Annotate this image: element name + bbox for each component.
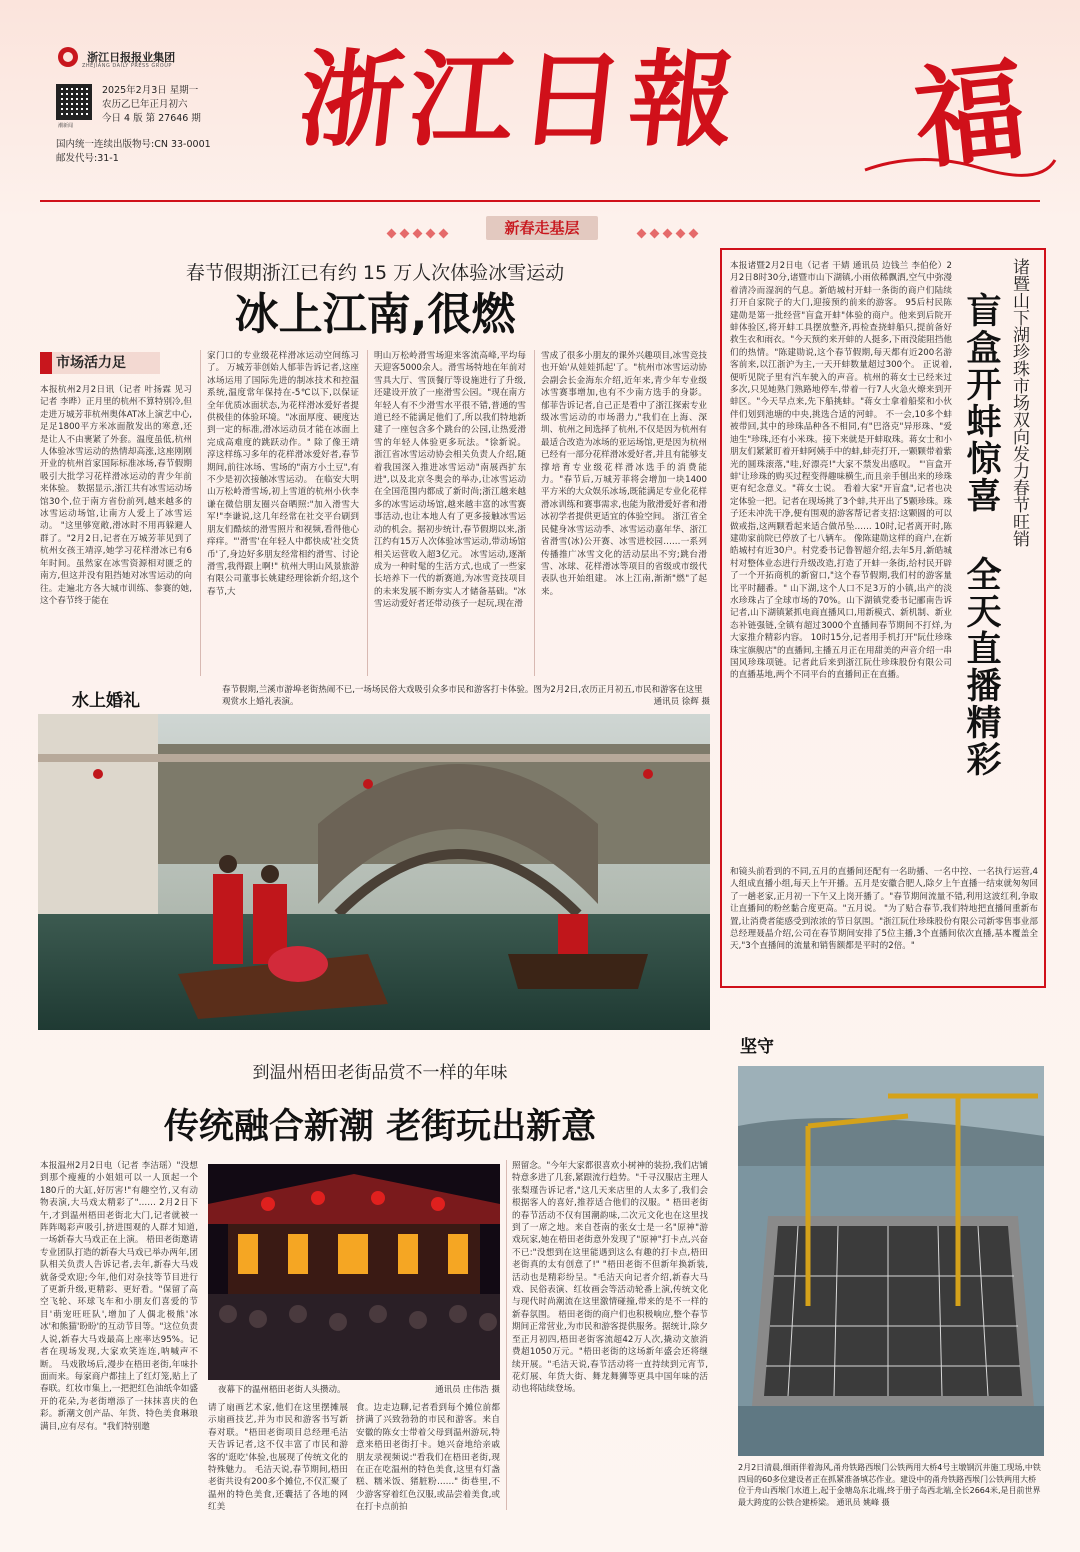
jianshou-credit: 通讯员 姚峰 摄	[836, 1497, 890, 1507]
oldstreet-kicker: 到温州梧田老街品赏不一样的年味	[252, 1063, 508, 1083]
group-name-en: ZHEJIANG DAILY PRESS GROUP	[82, 63, 172, 69]
column-rule	[200, 350, 201, 676]
column-rule	[506, 1160, 507, 1510]
jianshou-label: 坚守	[740, 1037, 774, 1057]
oldstreet-column-2a: 请了扇画艺术家,他们在这里摆摊展示扇画技艺,并为市民和游客书写新春对联。"梧田老街项目总经理毛洁天告诉记者,这不仅丰富了市民和游客的'逛吃'体验,也展现了传统文化的特殊魅力。 毛洁天说,春节期间,梧田老街共设有200多个摊位,不仅汇聚了温州的特色美食,还囊括了各地的网红美	[208, 1403, 348, 1512]
issue-info	[102, 84, 201, 126]
night-photo-caption	[218, 1384, 500, 1396]
fu-decoration-icon	[860, 150, 1060, 180]
group-logo	[58, 46, 228, 72]
water-wedding-photo	[38, 714, 710, 1030]
wedding-caption	[222, 684, 710, 708]
night-street-photo	[208, 1164, 500, 1380]
lead-column-4: 雪成了很多小朋友的课外兴趣项目,冰雪竞技也开始'从娃娃抓起'了。"杭州市冰雪运动协会副会长金海东介绍,近年来,青少年专业级冰雪赛事增加,也有不少南方选手的身影。 郁菲告诉记者,自己正是看中了浙江探索专业级冰雪运动的市场潜力,"我们在上海、深圳、杭州之间选择了杭州,不仅是因为杭州有最适合改造为冰场的亚运场馆,更是因为杭州已经有一部分花样滑冰爱好者,并且有能够支撑培育专业级花样滑冰选手的消费能力。"春节后,万城芳菲将会增加一块1400平方米的大众娱乐冰场,既能满足专业化花样滑冰训练和赛事需求,也能为散滑爱好者和滑冰初学者提供更适宜的体验空间。 浙江省全民健身冰雪运动季、冰雪运动嘉年华、浙江省滑雪(冰)公开赛、冰雪进校园……一系列传播推广冰雪文化的活动层出不穷;跳台滑雪、冰球、花样滑冰等项目的省级或市级代表队也开始组建。 冰上江南,渐渐"燃"了起来。	[541, 351, 707, 597]
masthead-title: 浙江日報	[293, 38, 747, 161]
lead-column-2: 家门口的专业级花样滑冰运动空间练习了。 万城芳菲创始人郁菲告诉记者,这座冰场运用了国际先进的制冰技术和控温系统,温度常年保持在-5℃以下,以保证全年优质冰面状态,为花样滑冰爱好者提供极佳的体验环境。"冰面厚度、硬度达到一定的标准,滑冰运动员才能在冰面上完成高难度的跳跃动作。" 除了像王靖淳这样练习多年的花样滑冰爱好者,春节期间,前往冰场、雪场的"南方小土豆",有不少是初次接触冰雪运动。 在临安大明山万松岭滑雪场,初上雪道的杭州小伙李谦在微信朋友圈兴奋晒照:"加入滑雪大军!"李谦说,这几年经常在社交平台刷到朋友们酷炫的滑雪照片和视频,看得他心痒痒。"'滑雪'在年轻人中都快成'社交货币'了,身边好多朋友经常相约滑雪、讨论滑雪,我得跟上啊!" 杭州大明山风景旅游有限公司董事长姚建经理徐新介绍,这个春节,大	[207, 351, 359, 597]
pearl-story-tail: 和镜头前看到的不同,五月的直播间还配有一名助播、一名中控、一名执行运营,4人组成直播小组,每天上午开播。五月是安徽合肥人,除夕上午直播一结束就匆匆回了一趟老家,正月初一下午又上岗开播了。"春节期间流量不错,利用这波红利,争取让直播间的粉丝黏合度更高。"五月说。 "为了贴合春节,我们特地把直播间重新布置,让消费者能感受到浓浓的节日氛围。"浙江阮仕珍珠股份有限公司新零售事业部总经理聂晶介绍,公司在春节期间安排了5位主播,3个直播间依次直播,基本覆盖全天,"3个直播间的流量和销售额都是平时的2倍。"	[730, 867, 1038, 952]
fu-character: 福	[908, 44, 1032, 185]
registration-info	[56, 138, 211, 166]
wedding-caption-text: 春节假期,兰溪市游埠老街热闹不已,一场场民俗大戏吸引众多市民和游客打卡体验。图为2月2日,农历正月初五,市民和游客在这里观赏水上婚礼表演。	[222, 685, 703, 707]
issue-lunar: 农历乙巳年正月初六	[102, 99, 188, 110]
qr-code-icon	[56, 84, 92, 120]
pearl-headline: 盲盒开蚌惊喜 全天直播精彩	[961, 292, 1001, 778]
lead-column-1: 本报杭州2月2日讯（记者 叶扬霖 见习记者 李晔）正月里的杭州不算特别冷,但走进万城芳菲杭州奥体AT冰上演艺中心,足足1800平方米冰面散发出的寒意,还是让人不由裹紧了外套。温度虽低,杭州人体验冰雪运动的热情却高涨,这座刚刚开业的杭州首家国际标准冰场,春节假期吸引大批学习花样滑冰运动的青少年前来体验。 数据显示,浙江共有冰雪运动场馆30个,位于南方省份前列,越来越多的冰雪运动场馆,让南方人爱上了冰雪运动。 "这里够宽敞,滑冰时不用再躲避人群了。"2月2日,记者在万城芳菲见到了杭州女孩王靖淳,她学习花样滑冰已有6年时间。虽然家在冰雪资源相对匮乏的南方,但这并没有阻挡她对冰雪运动的向往。走遍北方各大城市训练、参赛的她,这个春节终于能在	[40, 385, 192, 606]
jianshou-caption	[738, 1462, 1044, 1508]
lead-kicker: 春节假期浙江已有约 15 万人次体验冰雪运动	[185, 262, 565, 284]
qr-caption: 潮新闻	[58, 123, 74, 129]
group-name: 浙江日报报业集团	[87, 50, 176, 64]
postal-code: 邮发代号:31-1	[56, 153, 119, 164]
night-photo-credit: 通讯员 庄伟浩 摄	[435, 1385, 500, 1395]
issue-date: 2025年2月3日 星期一	[102, 85, 199, 96]
oldstreet-column-2b: 食。边走边聊,记者看到每个摊位前都挤满了兴致勃勃的市民和游客。来自安徽的陈女士带着父母到温州游玩,特意来梧田老街打卡。她兴奋地给亲戚朋友录视频说:"看我们在梧田老街,现在正在吃温州的特色美食,这里有灯盏糕、糯米饭、猪脏粉……" 街巷里,不少游客穿着红色汉服,或品尝着美食,或在打卡点前拍	[356, 1403, 500, 1512]
cn-number: 国内统一连续出版物号:CN 33-0001	[56, 139, 211, 150]
pearl-kicker: 诸暨山下湖珍珠市场双向发力春节旺销	[1009, 258, 1029, 547]
column-rule	[367, 350, 368, 676]
jianshou-caption-text: 2月2日清晨,细雨伴着海风,甬舟铁路西堠门公铁两用大桥4号主墩钢沉井施工现场,中铁四局的60多位建设者正在抓紧准备填芯作业。建设中的甬舟铁路西堠门公铁两用大桥位于舟山西堠门水道上,起于金塘岛东北端,终于册子岛西北端,全长2664米,是目前世界最大跨度的公铁合建桥梁。	[738, 1463, 1041, 1507]
oldstreet-headline: 传统融合新潮 老街玩出新意	[163, 1107, 597, 1147]
issue-number: 今日 4 版 第 27646 期	[102, 113, 201, 124]
section-banner	[382, 216, 702, 240]
masthead-divider	[40, 200, 1040, 202]
lead-headline: 冰上江南,很燃	[234, 289, 516, 340]
oldstreet-column-3: 照留念。"今年大家都很喜欢小树神的装扮,我们店铺特意多进了几套,紧跟流行趋势。"千寻汉服店主理人张梨瑾告诉记者,"这几天来店里的人太多了,我们会根据客人的喜好,推荐适合他们的汉服。" 梧田老街的春节活动不仅有国潮韵味,二次元文化也在这里找到了一席之地。来自苍南的张女士是一名"原神"游戏玩家,她在梧田老街意外发现了"原神"打卡点,兴奋不已:"没想到在这里能遇到这么有趣的打卡点,梧田老街真的太有创意了!" "梧田老街不但新年换新装,活动也是精彩纷呈。"毛洁天向记者介绍,新春大马戏、民俗表演、红妆画会等活动轮番上演,传统文化与现代时尚潮流在这里激情碰撞,带来的是不一样的新春氛围。 梧田老街的商户们也积极响应,整个春节期间正常营业,为市民和游客提供服务。据统计,除夕至正月初四,梧田老街客流超42万人次,撬动文旅消费超1050万元。"梧田老街的这场新年盛会还将继续开展。"毛洁天说,春节活动将一直持续到元宵节,花灯展、年货大街、舞龙舞狮等更具中国年味的活动也将陆续登场。	[512, 1161, 708, 1395]
pearl-story-text: 本报诸暨2月2日电（记者 干婧 通讯员 边钱兰 李伯伦）2月2日8时30分,诸暨市山下湖镇,小雨依稀飘洒,空气中弥漫着清冷而湿润的气息。新皓城村开蚌一条街的商户们陆续打开自家院子的大门,迎接预约前来的游客。 95后村民陈建勋是第一批经营"盲盒开蚌"体验的商户。他来到后院开蚌体验区,将开蚌工具摆放整齐,再检查挠蚌船只,提前备好救生衣和雨衣。"今天预约来开蚌的人挺多,下雨没能阻挡他们的热情。"陈建勋说,这个春节假期,每天都有近200名游客前来,以江浙沪为主,一天开蚌数量超过300个。 正说着,便听见院子里有汽车驶入的声音。杭州的蒋女士已经来过多次,只见她熟门熟路地停车,带着一行7人火急火燎来到开蚌区。"今天早点来,先下船挑蚌。"蒋女士拿着船桨和小伙伴们划到池塘的中央,挑选合适的河蚌。 不一会,10多个蚌被带回,其中的珍珠品种各不相同,有"巴洛克"异形珠、"爱迪生"珍珠,还有小米珠。接下来就是开蚌取珠。蒋女士和小朋友们紧紧盯着开蚌阿姨手中的蚌,蚌壳打开,一颗颗带着紫光的圆珠滚落,"哇,好漂亮!"大家不禁发出感叹。 "'盲盒开蚌'让珍珠的购买过程变得趣味横生,而且亲手刨出来的珍珠更有纪念意义。"蒋女士说。 看着大家"开盲盒",记者也决定体验一把。记者在现场挑了3个蚌,共开出了5颗珍珠。珠子还未冲洗干净,便有围观的游客帮记者支招:这颗圆的可以做戒指,这两颗看起来适合做吊坠…… 10时,记者离开时,陈建勋家前院已停放了七八辆车。 像陈建勋这样的商户,在新皓城村有近30户。村党委书记鲁智超介绍,去年5月,新皓城村对整体业态进行升级改造,打造了开蚌一条街,给村民开辟了一个开拓商机的新窗口,"这个春节假期,我们村的游客量比平时翻番。" 山下湖,这个人口不足3万的小镇,出产的淡水珍珠占了全球市场的70%。山下湖镇党委书记郦南告诉记者,山下湖镇紧抓电商直播风口,用新模式、新机制、新业态补链强链,全镇有超过3000个直播间春节期间不打烊,为大家推介精彩内容。 10时15分,记者用手机打开"阮仕珍珠珠宝旗舰店"的直播间,主播五月正在用甜美的声音介绍一串国风珍珠项链。记者此后来到浙江阮仕珍珠股份有限公司的直播基地,两个不同平台的直播间正在直播。	[730, 261, 952, 681]
wedding-label: 水上婚礼	[72, 691, 140, 711]
section-title: 新春走基层	[486, 216, 597, 240]
lead-tag: 市场活力足	[40, 352, 160, 374]
oldstreet-column-1: 本报温州2月2日电（记者 李洁瑶）"没想到那个瘦瘦的小姐姐可以一人顶起一个180斤的大缸,好厉害!"有趣空竹,又有动物表演,大马戏太精彩了"…… 2月2日下午,才到温州梧田老街北大门,记者就被一阵阵喝彩声吸引,挤进围观的人群才知道,一场新春大马戏正在上演。 梧田老街邀请专业团队打造的新春大马戏已举办两年,团队相关负责人告诉记者,去年,新春大马戏就备受欢迎;今年,他们对杂技等节目进行了更新升级,更精彩、更好看。"保留了高空飞轮、环球飞车和小朋友们喜爱的节目'萌宠旺旺队',增加了人偶北极熊'冰冰'和熊猫'盼盼'的互动节目等。"这位负责人说,新春大马戏最高上座率达95%。记者在现场发现,大家欢笑连连,呐喊声不断。 马戏散场后,漫步在梧田老街,年味扑面而来。每家商户都挂上了红灯笼,贴上了春联。红妆市集上,一把把红色油纸伞如盛开的花朵,为老街增添了一抹抹喜庆的色彩。新潮文创产品、年货、特色美食琳琅满目,应有尽有。"我们特别邀	[40, 1161, 198, 1432]
wedding-credit: 通讯员 徐辉 摄	[653, 697, 710, 707]
ornament-right-icon	[632, 222, 702, 234]
column-rule	[534, 350, 535, 676]
night-photo-caption-text: 夜幕下的温州梧田老街人头攒动。	[218, 1385, 346, 1395]
lead-column-3: 明山万松岭滑雪场迎来客流高峰,平均每天迎客5000余人。滑雪场特地在年前对雪具大厅、雪顶餐厅等设施进行了升级,还建设开放了一座滑雪公园。"现在南方年轻人有不少滑雪水平很不错,普通的雪道已经不能满足他们了,所以我们特地新建了一座包含多个跳台的公园,让热爱滑雪的年轻人体验更多玩法。"徐新说。 浙江省冰雪运动协会相关负责人介绍,随着我国深入推进冰雪运动"南展西扩东进",以及北京冬奥会的举办,让冰雪运动在全国范围内都成了新时尚;浙江越来越多的冰雪运动场馆,越来越丰富的冰雪赛事活动,也让本地人有了更多接触冰雪运动的机会。据初步统计,春节假期以来,浙江约有15万人次体验冰雪运动,带动场馆相关运营收入超3亿元。 冰雪运动,逐渐成为一种时髦的生活方式,也成了一些家长培养下一代的新赛道,为冰雪竞技项目的未来发展不断夯实人才储备基础。"冰雪运动爱好者还带动孩子一起玩,现在滑	[374, 351, 526, 610]
bridge-construction-photo	[738, 1066, 1044, 1456]
ornament-left-icon	[382, 222, 452, 234]
group-logo-icon	[58, 47, 78, 67]
